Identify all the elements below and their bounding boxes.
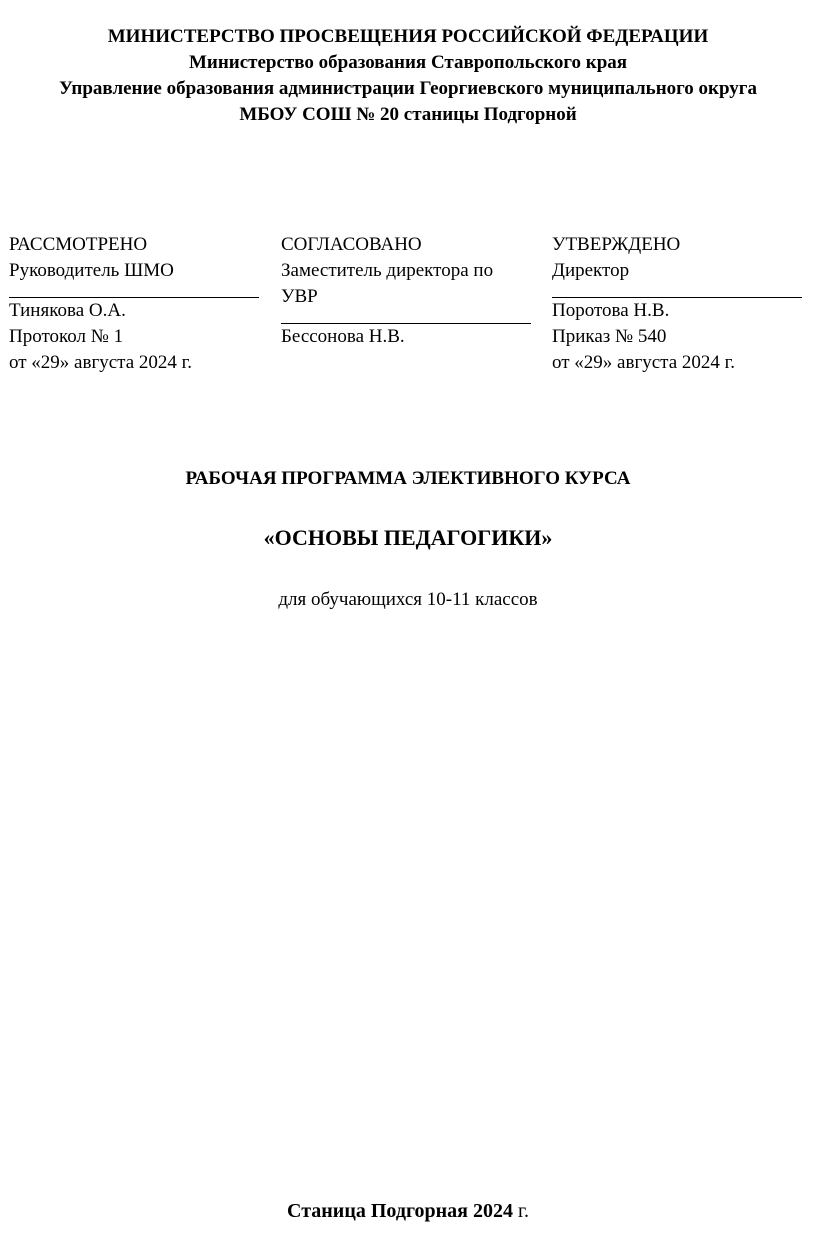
reviewed-heading: РАССМОТРЕНО [9,234,148,255]
approved-block [552,232,804,376]
program-title: РАБОЧАЯ ПРОГРАММА ЭЛЕКТИВНОГО КУРСА [185,468,631,489]
agreed-block [281,232,533,350]
footer-year-suffix: г. [513,1200,529,1222]
ministry-title: МИНИСТЕРСТВО ПРОСВЕЩЕНИЯ РОССИЙСКОЙ ФЕДЕРАЦИИ [107,26,709,47]
reviewed-signature-line [9,284,259,298]
agreed-signature-line [281,310,531,324]
course-name: «ОСНОВЫ ПЕДАГОГИКИ» [263,525,553,550]
approved-position: Директор [552,260,630,281]
school-name: МБОУ СОШ № 20 станицы Подгорной [239,104,577,125]
approved-name: Поротова Н.В. [552,300,670,321]
reviewed-protocol: Протокол № 1 [9,326,124,347]
footer-place-year [0,1198,816,1224]
approved-heading: УТВЕРЖДЕНО [552,234,681,255]
reviewed-date: от «29» августа 2024 г. [9,352,193,373]
regional-ministry: Министерство образования Ставропольского края [188,52,628,73]
approved-order: Приказ № 540 [552,326,667,347]
document-header [0,24,816,128]
agreed-name: Бессонова Н.В. [281,326,405,347]
approved-signature-line [552,284,802,298]
reviewed-name: Тинякова О.А. [9,300,126,321]
agreed-position-cont: УВР [281,286,318,307]
agreed-position: Заместитель директора по [281,260,494,281]
reviewed-position: Руководитель ШМО [9,260,174,281]
agreed-heading: СОГЛАСОВАНО [281,234,422,255]
audience-line: для обучающихся 10-11 классов [278,589,538,610]
approved-date: от «29» августа 2024 г. [552,352,736,373]
reviewed-block [9,232,261,376]
footer-place: Станица Подгорная 2024 [287,1200,513,1222]
education-department: Управление образования администрации Георгиевского муниципального округа [59,78,757,99]
